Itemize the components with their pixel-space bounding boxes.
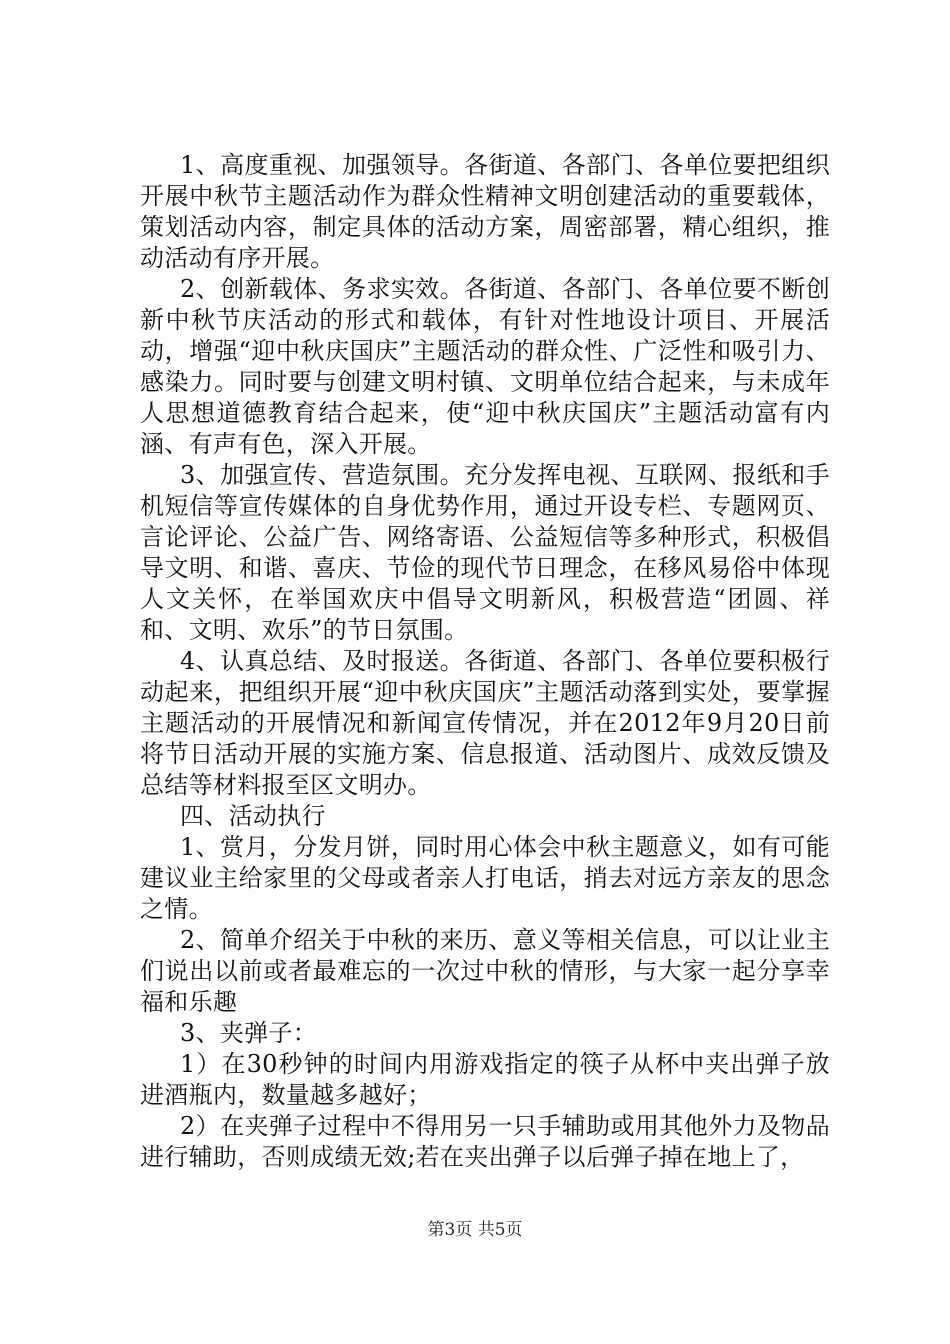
paragraph-9: 2）在夹弹子过程中不得用另一只手辅助或用其他外力及物品进行辅助，否则成绩无效;若在夹出弹子以后弹子掉在地上了， — [140, 1112, 830, 1171]
document-body — [140, 150, 830, 1173]
paragraph-2: 2、创新载体、务求实效。各街道、各部门、各单位要不断创新中秋节庆活动的形式和载体，有针对性地设计项目、开展活动，增强“迎中秋庆国庆”主题活动的群众性、广泛性和吸引力、感染力。同时要与创建文明村镇、文明单位结合起来，与未成年人思想道德教育结合起来，使“迎中秋庆国庆”主题活动富有内涵、有声有色，深入开展。 — [140, 275, 830, 458]
paragraph-8: 1）在30秒钟的时间内用游戏指定的筷子从杯中夹出弹子放进酒瓶内，数量越多越好； — [140, 1050, 830, 1109]
paragraph-7: 3、夹弹子： — [180, 1019, 318, 1047]
paragraph-3: 3、加强宣传、营造氛围。充分发挥电视、互联网、报纸和手机短信等宣传媒体的自身优势作用，通过开设专栏、专题网页、言论评论、公益广告、网络寄语、公益短信等多种形式，积极倡导文明、和谐、喜庆、节俭的现代节日理念，在移风易俗中体现人文关怀，在举国欢庆中倡导文明新风，积极营造“团圆、祥和、文明、欢乐”的节日氛围。 — [140, 461, 830, 644]
paragraph-4: 4、认真总结、及时报送。各街道、各部门、各单位要积极行动起来，把组织开展“迎中秋庆国庆”主题活动落到实处，要掌握主题活动的开展情况和新闻宣传情况，并在2012年9月20日前将节日活动开展的实施方案、信息报道、活动图片、成效反馈及总结等材料报至区文明办。 — [140, 647, 830, 799]
page-footer: 第3页 共5页 — [427, 1220, 523, 1240]
paragraph-1: 1、高度重视、加强领导。各街道、各部门、各单位要把组织开展中秋节主题活动作为群众性精神文明创建活动的重要载体，策划活动内容，制定具体的活动方案，周密部署，精心组织，推动活动有序开展。 — [140, 151, 830, 272]
paragraph-6: 2、简单介绍关于中秋的来历、意义等相关信息，可以让业主们说出以前或者最难忘的一次过中秋的情形，与大家一起分享幸福和乐趣 — [140, 926, 830, 1016]
section-heading-activity-execution: 四、活动执行 — [180, 802, 326, 830]
paragraph-5: 1、赏月，分发月饼，同时用心体会中秋主题意义，如有可能建议业主给家里的父母或者亲人打电话，捎去对远方亲友的思念之情。 — [140, 833, 830, 923]
